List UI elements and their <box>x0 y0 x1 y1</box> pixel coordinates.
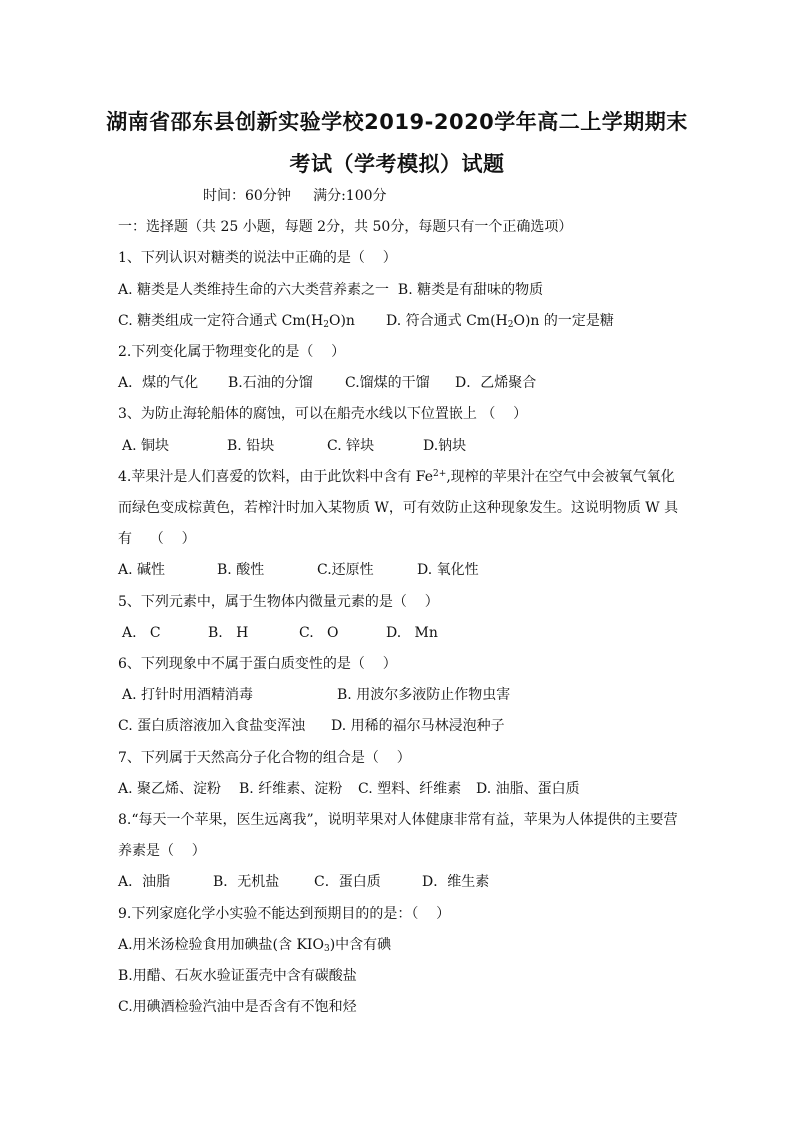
question-9-stem: 9.下列家庭化学小实验不能达到预期目的的是：（ ） <box>118 906 451 922</box>
question-5-option-d: D. Mn <box>386 625 438 641</box>
question-4-stem: 4.苹果汁是人们喜爱的饮料，由于此饮料中含有 $Fe^{2+}$,现榨的苹果汁在空气中会被氧气氧化 <box>118 469 675 485</box>
question-8-stem-line2: 养素是（ ） <box>118 843 206 859</box>
question-3-option-d: D.钠块 <box>423 438 467 454</box>
question-7-option-a: A. 聚乙烯、淀粉 <box>118 781 222 797</box>
question-7-option-d: D. 油脂、蛋白质 <box>476 781 580 797</box>
question-4-option-d: D. 氧化性 <box>417 562 479 578</box>
time-info: 时间：60分钟 满分:100分 <box>203 188 387 204</box>
question-4-stem-line3: 有 （ ） <box>118 531 196 547</box>
question-5-option-b: B. H <box>208 625 249 641</box>
question-1-stem: 1、下列认识对糖类的说法中正确的是（ ） <box>118 250 397 266</box>
question-6-option-c: C. 蛋白质溶液加入食盐变浑浊 <box>118 718 306 734</box>
question-1-option-d: D. 符合通式 $Cm(H_2O)n$ 的一定是糖 <box>386 313 614 330</box>
exam-title-line2: 考试（学考模拟）试题 <box>289 152 505 176</box>
question-8-stem: 8.“每天一个苹果，医生远离我”，说明苹果对人体健康非常有益，苹果为人体提供的主要营 <box>118 812 678 828</box>
question-6-option-b: B. 用波尔多液防止作物虫害 <box>337 687 511 703</box>
question-7-stem: 7、下列属于天然高分子化合物的组合是（ ） <box>118 750 411 766</box>
question-5-option-a: A. C <box>122 625 161 641</box>
question-6-stem: 6、下列现象中不属于蛋白质变性的是（ ） <box>118 656 397 672</box>
exam-title-line1: 湖南省邵东县创新实验学校2019-2020学年高二上学期期末 <box>106 110 688 134</box>
question-8-option-b: B．无机盐 <box>213 874 280 890</box>
question-8-option-c: C．蛋白质 <box>314 874 381 890</box>
question-2-stem: 2.下列变化属于物理变化的是（ ） <box>118 344 346 360</box>
question-2-option-c: C.馏煤的干馏 <box>345 375 430 391</box>
question-3-option-a: A. 铜块 <box>122 438 170 454</box>
question-3-stem: 3、为防止海轮船体的腐蚀，可以在船壳水线以下位置嵌上 （ ） <box>118 406 528 422</box>
question-6-option-d: D. 用稀的福尔马林浸泡种子 <box>331 718 505 734</box>
question-8-option-d: D．维生素 <box>422 874 490 890</box>
question-2-option-b: B.石油的分馏 <box>228 375 313 391</box>
question-3-option-b: B. 铅块 <box>227 438 275 454</box>
question-2-option-a: A．煤的气化 <box>118 375 199 391</box>
question-4-option-c: C.还原性 <box>317 562 374 578</box>
question-9-option-a: A.用米汤检验食用加碘盐(含 $KIO_3$)中含有碘 <box>118 937 392 954</box>
section-heading: 一：选择题（共 25 小题，每题 2分，共 50分，每题只有一个正确选项） <box>118 219 573 235</box>
question-4-option-b: B. 酸性 <box>217 562 265 578</box>
question-6-option-a: A. 打针时用酒精消毒 <box>122 687 254 703</box>
question-7-option-b: B. 纤维素、淀粉 <box>239 781 343 797</box>
question-7-option-c: C. 塑料、纤维素 <box>358 781 462 797</box>
question-4-stem-line2: 而绿色变成棕黄色，若榨汁时加入某物质 W，可有效防止这种现象发生。这说明物质 W 具 <box>118 500 679 516</box>
question-5-stem: 5、下列元素中，属于生物体内微量元素的是（ ） <box>118 594 439 610</box>
question-5-option-c: C. O <box>299 625 339 641</box>
question-9-option-b: B.用醋、石灰水验证蛋壳中含有碳酸盐 <box>118 968 357 984</box>
question-1-option-c: C. 糖类组成一定符合通式 $Cm(H_2O)n$ <box>118 313 355 330</box>
question-1-options-ab: A. 糖类是人类维持生命的六大类营养素之一 B. 糖类是有甜味的物质 <box>118 282 544 298</box>
question-2-option-d: D．乙烯聚合 <box>455 375 537 391</box>
question-8-option-a: A．油脂 <box>118 874 171 890</box>
question-9-option-c: C.用碘酒检验汽油中是否含有不饱和烃 <box>118 999 357 1015</box>
question-3-option-c: C. 锌块 <box>327 438 375 454</box>
question-4-option-a: A. 碱性 <box>118 562 166 578</box>
